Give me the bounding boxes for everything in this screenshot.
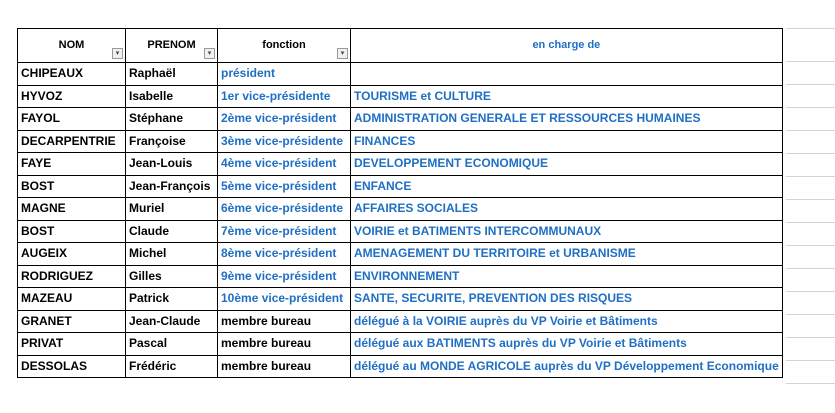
cell-prenom[interactable]: Isabelle [126, 85, 218, 108]
table-row [18, 220, 783, 243]
table-row [18, 108, 783, 131]
cell-charge[interactable]: ADMINISTRATION GENERALE ET RESSOURCES HUMAINES [351, 108, 783, 131]
cell-charge[interactable]: délégué à la VOIRIE auprès du VP Voirie et Bâtiments [351, 310, 783, 333]
gridline [786, 222, 835, 223]
cell-fonction[interactable]: 1er vice-présidente [218, 85, 351, 108]
cell-nom[interactable]: FAYOL [18, 108, 126, 131]
cell-charge[interactable]: ENVIRONNEMENT [351, 265, 783, 288]
cell-charge[interactable]: AFFAIRES SOCIALES [351, 198, 783, 221]
cell-fonction[interactable]: 4ème vice-président [218, 153, 351, 176]
cell-fonction[interactable]: 6ème vice-présidente [218, 198, 351, 221]
cell-nom[interactable]: HYVOZ [18, 85, 126, 108]
table-row [18, 333, 783, 356]
header-row [18, 29, 783, 63]
table-row [18, 63, 783, 86]
cell-nom[interactable]: MAGNE [18, 198, 126, 221]
gridline [786, 199, 835, 200]
sort-filter-icon[interactable]: ▾ [112, 48, 123, 59]
cell-nom[interactable]: DESSOLAS [18, 355, 126, 378]
gridline [786, 130, 835, 131]
cell-prenom[interactable]: Michel [126, 243, 218, 266]
gridline [786, 383, 835, 384]
cell-nom[interactable]: BOST [18, 175, 126, 198]
cell-nom[interactable]: AUGEIX [18, 243, 126, 266]
table-row [18, 198, 783, 221]
empty-grid-column [786, 28, 835, 386]
cell-fonction[interactable]: 5ème vice-président [218, 175, 351, 198]
cell-prenom[interactable]: Jean-Claude [126, 310, 218, 333]
cell-fonction[interactable]: membre bureau [218, 310, 351, 333]
cell-prenom[interactable]: Frédéric [126, 355, 218, 378]
cell-charge[interactable]: FINANCES [351, 130, 783, 153]
gridline [786, 84, 835, 85]
gridline [786, 268, 835, 269]
table-row [18, 130, 783, 153]
cell-fonction[interactable]: 3ème vice-présidente [218, 130, 351, 153]
cell-fonction[interactable]: 7ème vice-président [218, 220, 351, 243]
header-cell-fonction[interactable] [218, 29, 351, 63]
header-charge-label: en charge de [532, 39, 601, 51]
cell-prenom[interactable]: Jean-François [126, 175, 218, 198]
cell-prenom[interactable]: Claude [126, 220, 218, 243]
gridline [786, 245, 835, 246]
gridline [786, 291, 835, 292]
cell-fonction[interactable]: membre bureau [218, 333, 351, 356]
gridline [786, 337, 835, 338]
gridline [786, 28, 835, 29]
gridline [786, 176, 835, 177]
gridline [786, 314, 835, 315]
cell-prenom[interactable]: Françoise [126, 130, 218, 153]
cell-charge[interactable]: ENFANCE [351, 175, 783, 198]
table-row [18, 153, 783, 176]
cell-nom[interactable]: MAZEAU [18, 288, 126, 311]
dropdown-filter-icon[interactable]: ▾ [337, 48, 348, 59]
cell-prenom[interactable]: Raphaël [126, 63, 218, 86]
cell-charge[interactable]: AMENAGEMENT DU TERRITOIRE et URBANISME [351, 243, 783, 266]
cell-fonction[interactable]: 9ème vice-président [218, 265, 351, 288]
cell-prenom[interactable]: Stéphane [126, 108, 218, 131]
cell-nom[interactable]: PRIVAT [18, 333, 126, 356]
cell-charge[interactable]: TOURISME et CULTURE [351, 85, 783, 108]
cell-prenom[interactable]: Muriel [126, 198, 218, 221]
cell-charge[interactable]: DEVELOPPEMENT ECONOMIQUE [351, 153, 783, 176]
cell-charge[interactable]: délégué aux BATIMENTS auprès du VP Voirie et Bâtiments [351, 333, 783, 356]
cell-prenom[interactable]: Patrick [126, 288, 218, 311]
gridline [786, 153, 835, 154]
cell-prenom[interactable]: Jean-Louis [126, 153, 218, 176]
cell-fonction[interactable]: président [218, 63, 351, 86]
table-row [18, 265, 783, 288]
cell-prenom[interactable]: Gilles [126, 265, 218, 288]
cell-nom[interactable]: FAYE [18, 153, 126, 176]
cell-prenom[interactable]: Pascal [126, 333, 218, 356]
cell-charge[interactable]: VOIRIE et BATIMENTS INTERCOMMUNAUX [351, 220, 783, 243]
cell-fonction[interactable]: 8ème vice-président [218, 243, 351, 266]
cell-nom[interactable]: DECARPENTRIE [18, 130, 126, 153]
cell-charge[interactable]: délégué au MONDE AGRICOLE auprès du VP Développement Economique [351, 355, 783, 378]
table-row [18, 85, 783, 108]
table-row [18, 355, 783, 378]
header-prenom-label: PRENOM [147, 39, 196, 51]
header-nom-label: NOM [58, 39, 85, 51]
header-cell-charge[interactable] [351, 29, 783, 63]
cell-charge[interactable] [351, 63, 783, 86]
dropdown-filter-icon[interactable]: ▾ [204, 48, 215, 59]
gridline [786, 360, 835, 361]
header-fonction-label: fonction [262, 39, 306, 51]
cell-fonction[interactable]: 10ème vice-président [218, 288, 351, 311]
table-row [18, 310, 783, 333]
cell-fonction[interactable]: 2ème vice-président [218, 108, 351, 131]
table-row [18, 175, 783, 198]
table-row [18, 243, 783, 266]
table-row [18, 288, 783, 311]
gridline [786, 61, 835, 62]
bureau-members-table [17, 28, 783, 378]
cell-nom[interactable]: GRANET [18, 310, 126, 333]
cell-fonction[interactable]: membre bureau [218, 355, 351, 378]
cell-nom[interactable]: RODRIGUEZ [18, 265, 126, 288]
cell-nom[interactable]: BOST [18, 220, 126, 243]
header-cell-nom[interactable] [18, 29, 126, 63]
header-cell-prenom[interactable] [126, 29, 218, 63]
gridline [786, 107, 835, 108]
cell-nom[interactable]: CHIPEAUX [18, 63, 126, 86]
cell-charge[interactable]: SANTE, SECURITE, PREVENTION DES RISQUES [351, 288, 783, 311]
